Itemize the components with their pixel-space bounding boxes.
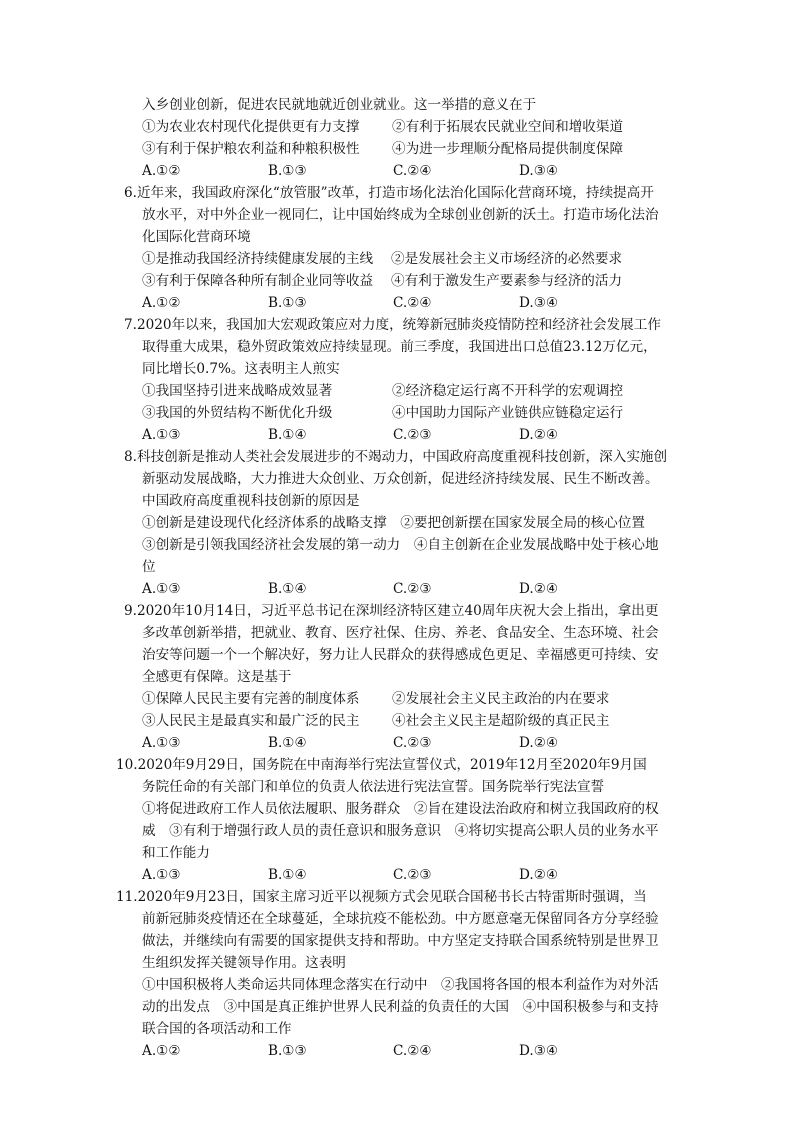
q10-stem-line-1: 10.2020年9月29日，国务院在中南海举行宪法宣誓仪式，2019年12月至2020年9月国 [116,757,647,773]
q11-stem-line-1: 11.2020年9月23日，国家主席习近平以视频方式会见联合国秘书长古特雷斯时强调，当 [116,889,647,905]
q11-statements-line-2: 动的出发点 ③中国是真正维护世界人民利益的负责任的大国 ④中国积极参与和支持 [142,999,659,1015]
q7-statement-4: ④中国助力国际产业链供应链稳定运行 [392,405,624,421]
q8-statements-1-2: ①创新是建设现代化经济体系的战略支撑 ②要把创新摆在国家发展全局的核心位置 [142,515,645,531]
q7-statements-row2 [142,403,624,423]
q10-statements-line-3: 和工作能力 [142,845,210,861]
q5-option-b[interactable]: B.①③ [268,163,307,179]
q6-option-c[interactable]: C.②④ [393,295,432,311]
q8-option-b[interactable]: B.①④ [268,581,307,597]
q5-statement-3: ③有利于保护粮农利益和种粮积极性 [142,141,360,157]
q9-option-b[interactable]: B.①④ [268,735,307,751]
q11-option-a[interactable]: A.①② [142,1043,181,1059]
q11-stem-line-3: 做法，并继续向有需要的国家提供支持和帮助。中方坚定支持联合国系统特别是世界卫 [142,933,659,949]
q5-stem: 入乡创业创新，促进农民就地就近创业就业。这一举措的意义在于 [142,97,537,113]
q5-statement-2: ②有利于拓展农民就业空间和增收渠道 [392,119,624,135]
q7-stem-line-1: 7.2020年以来，我国加大宏观政策应对力度，统筹新冠肺炎疫情防控和经济社会发展工作 [124,317,661,333]
q9-option-a[interactable]: A.①③ [142,735,181,751]
q8-option-c[interactable]: C.②③ [393,581,432,597]
q5-statements-row2 [142,139,624,159]
q6-stem-line-1: 6.近年来，我国政府深化“放管服”改革，打造市场化法治化国际化营商环境，持续提高开 [124,185,654,201]
q8-stem-line-2: 新驱动发展战略，大力推进大众创业、万众创新，促进经济持续发展、民生不断改善。 [142,471,659,487]
q5-statements-row1 [142,117,624,137]
q7-option-d[interactable]: D.②④ [519,427,559,443]
q11-option-c[interactable]: C.②④ [393,1043,432,1059]
q7-stem-line-2: 取得重大成果，稳外贸政策效应持续显现。前三季度，我国进出口总值23.12万亿元， [142,339,657,355]
q9-statement-2: ②发展社会主义民主政治的内在要求 [392,691,610,707]
q9-statements-row1 [142,689,610,709]
q11-option-d[interactable]: D.③④ [519,1043,559,1059]
q9-statements-row2 [142,711,610,731]
q10-option-c[interactable]: C.②③ [393,867,432,883]
q10-stem-line-2: 务院任命的有关部门和单位的负责人依法进行宪法宣誓。国务院举行宪法宣誓 [142,779,605,795]
q8-stem-line-3: 中国政府高度重视科技创新的原因是 [142,493,360,509]
q7-option-a[interactable]: A.①③ [142,427,181,443]
q10-option-d[interactable]: D.②④ [519,867,559,883]
q8-stem-line-1: 8.科技创新是推动人类社会发展进步的不竭动力，中国政府高度重视科技创新，深入实施创 [124,449,668,465]
q6-statement-3: ③有利于保障各种所有制企业同等收益 [142,273,374,289]
q8-option-a[interactable]: A.①③ [142,581,181,597]
q6-statements-row1 [142,249,623,269]
q11-option-b[interactable]: B.①③ [268,1043,307,1059]
q10-statements-line-2: 威 ③有利于增强行政人员的责任意识和服务意识 ④将切实提高公职人员的业务水平 [142,823,659,839]
q5-statement-1: ①为农业农村现代化提供更有力支撑 [142,119,360,135]
q9-statement-1: ①保障人民民主要有完善的制度体系 [142,691,360,707]
q9-stem-line-1: 9.2020年10月14日，习近平总书记在深圳经济特区建立40周年庆祝大会上指出，拿出更 [124,603,659,619]
q7-stem-line-3: 同比增长0.7%。这表明主人煎实 [142,361,340,377]
q6-statements-row2 [142,271,623,291]
q6-stem-line-2: 放水平，对中外企业一视同仁，让中国始终成为全球创业创新的沃土。打造市场化法治 [142,207,659,223]
q9-stem-line-3: 治安等问题一个一个解决好，努力让人民群众的获得感成色更足、幸福感更可持续、安 [142,647,659,663]
q5-statement-4: ④为进一步理顺分配格局提供制度保障 [392,141,624,157]
q5-option-c[interactable]: C.②④ [393,163,432,179]
q9-stem-line-2: 多改革创新举措，把就业、教育、医疗社保、住房、养老、食品安全、生态环境、社会 [142,625,659,641]
q6-option-a[interactable]: A.①② [142,295,181,311]
q6-statement-1: ①是推动我国经济持续健康发展的主线 [142,251,374,267]
q5-option-d[interactable]: D.③④ [519,163,559,179]
q7-statement-3: ③我国的外贸结构不断优化升级 [142,405,333,421]
q9-statement-3: ③人民民主是最真实和最广泛的民主 [142,713,360,729]
q7-option-b[interactable]: B.①④ [268,427,307,443]
q6-statement-2: ②是发展社会主义市场经济的必然要求 [391,251,623,267]
q6-option-d[interactable]: D.③④ [519,295,559,311]
q11-statements-line-1: ①中国积极将人类命运共同体理念落实在行动中 ②我国将各国的根本利益作为对外活 [142,977,659,993]
q7-statements-row1 [142,381,624,401]
q9-stem-line-4: 全感更有保障。这是基于 [142,669,292,685]
q7-statement-1: ①我国坚持引进来战略成效显著 [142,383,333,399]
q9-statement-4: ④社会主义民主是超阶级的真正民主 [392,713,610,729]
q11-stem-line-2: 前新冠肺炎疫情还在全球蔓延，全球抗疫不能松劲。中方愿意毫无保留同各方分享经验 [142,911,659,927]
q7-option-c[interactable]: C.②③ [393,427,432,443]
q8-statement-4-cont: 位 [142,559,156,575]
q8-statements-3-4: ③创新是引领我国经济社会发展的第一动力 ④自主创新在企业发展战略中处于核心地 [142,537,659,553]
q6-statement-4: ④有利于激发生产要素参与经济的活力 [391,273,623,289]
q11-stem-line-4: 生组织发挥关键领导作用。这表明 [142,955,346,971]
q5-option-a[interactable]: A.①② [142,163,181,179]
q10-statements-line-1: ①将促进政府工作人员依法履职、服务群众 ②旨在建设法治政府和树立我国政府的权 [142,801,659,817]
q10-option-a[interactable]: A.①③ [142,867,181,883]
q9-option-d[interactable]: D.②④ [519,735,559,751]
q6-stem-line-3: 化国际化营商环境 [142,229,251,245]
q11-statements-line-3: 联合国的各项活动和工作 [142,1021,292,1037]
q6-option-b[interactable]: B.①③ [268,295,307,311]
q8-option-d[interactable]: D.②④ [519,581,559,597]
q9-option-c[interactable]: C.②③ [393,735,432,751]
q7-statement-2: ②经济稳定运行离不开科学的宏观调控 [392,383,624,399]
q10-option-b[interactable]: B.①④ [268,867,307,883]
